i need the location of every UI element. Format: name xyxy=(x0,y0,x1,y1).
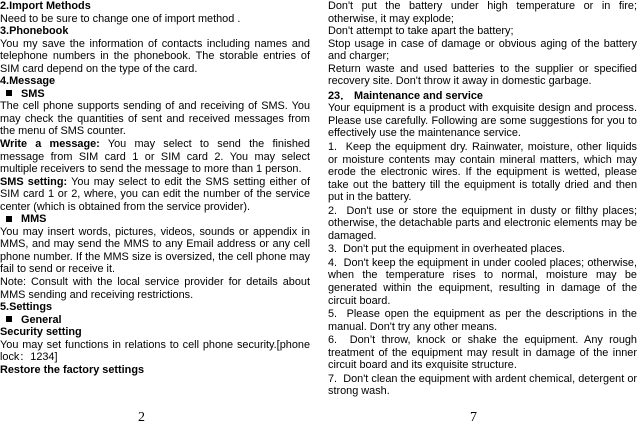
battery-recycling-note: Return waste and used batteries to the supplier or specified recovery site. Don't throw it away in domestic garbage. xyxy=(328,62,637,88)
right-page-number: 7 xyxy=(470,410,477,425)
sms-bullet-label: SMS xyxy=(21,87,45,100)
phonebook-text: You my save the information of contacts including names and telephone numbers in the phonebook. The storable entries of SIM card depend on the type of the card. xyxy=(0,37,310,75)
settings-heading: 5.Settings xyxy=(0,301,53,314)
square-bullet-icon xyxy=(6,90,12,96)
sms-text: The cell phone supports sending of and receiving of SMS. You may check the quantities of sent and received messages from the menu of SMS counter. xyxy=(0,100,310,138)
mms-note: Note: Consult with the local service provider for details about MMS sending and receiving restrictions. xyxy=(0,276,310,301)
maintenance-item-2: 2. Don't use or store the equipment in dusty or filthy places; otherwise, the detachable parts and electronic elements may be damaged. xyxy=(328,204,637,242)
message-heading: 4.Message xyxy=(0,75,56,88)
mms-text: You may insert words, pictures, videos, sounds or appendix in MMS, and may send the MMS to any Email address or any cell phone number. If the MMS size is oversized, the cell phone may fail to send or receive it. xyxy=(0,225,310,276)
import-methods-heading: 2.Import Methods xyxy=(0,0,91,12)
write-message-text: You may select to send the finished message from SIM card 1 or SIM card 2. You may select multiple receivers to send the message to more than 1 person. xyxy=(0,138,310,176)
right-page-column xyxy=(328,0,637,398)
sms-setting-paragraph xyxy=(0,176,310,214)
battery-damage-warning: Stop usage in case of damage or obvious aging of the battery and charger; xyxy=(328,37,637,63)
security-setting-text: You may set functions in relations to cell phone security.[phone lock：1234] xyxy=(0,338,310,364)
square-bullet-icon xyxy=(6,216,12,222)
sms-setting-text: You may select to edit the SMS setting either of SIM card 1 or 2, where, you can edit the number of the service center (which is obtained from the service provider). xyxy=(0,175,310,213)
maintenance-item-6: 6. Don’t throw, knock or shake the equipment. Any rough treatment of the equipment may result in damage of the inner circuit board and its exquisite structure. xyxy=(328,334,637,372)
square-bullet-icon xyxy=(6,316,12,322)
write-message-paragraph xyxy=(0,138,310,176)
mms-bullet xyxy=(0,213,310,226)
maintenance-section-heading: 23． Maintenance and service xyxy=(328,89,483,102)
restore-factory-heading: Restore the factory settings xyxy=(0,363,145,376)
maintenance-intro: Your equipment is a product with exquisite design and process. Please use carefully. Following are some suggestions for you to effectively use the maintenance service. xyxy=(328,102,637,140)
maintenance-item-7: 7. Don't clean the equipment with ardent chemical, detergent or strong wash. xyxy=(328,372,637,398)
maintenance-item-5: 5. Please open the equipment as per the descriptions in the manual. Don't try any other means. xyxy=(328,308,637,333)
import-methods-text: Need to be sure to change one of import method . xyxy=(0,12,241,25)
maintenance-item-4: 4. Don't keep the equipment in under cooled places; otherwise, when the temperature rises to normal, moisture may be generated within the equipment, resulting in damage of the circuit board. xyxy=(328,256,637,307)
sms-bullet xyxy=(0,88,310,101)
security-setting-heading: Security setting xyxy=(0,326,82,339)
write-message-label: Write a message: xyxy=(0,138,100,151)
general-bullet xyxy=(0,314,310,327)
mms-bullet-label: MMS xyxy=(21,213,47,226)
general-bullet-label: General xyxy=(21,313,62,326)
left-page-column xyxy=(0,0,310,376)
sms-setting-label: SMS setting: xyxy=(0,175,68,188)
maintenance-item-1: 1. Keep the equipment dry. Rainwater, moisture, other liquids or moisture contents may contain mineral matters, which may erode the electronic wires. If the equipment is wetted, please take out the battery till the equipment is totally dried and then put in the battery. xyxy=(328,141,637,204)
left-page-number: 2 xyxy=(138,410,145,425)
phonebook-heading: 3.Phonebook xyxy=(0,25,69,38)
battery-fire-warning: Don't put the battery under high temperature or in fire; otherwise, it may explode; xyxy=(328,0,637,25)
maintenance-item-3: 3. Don't put the equipment in overheated places. xyxy=(328,243,565,256)
battery-disassembly-warning: Don't attempt to take apart the battery; xyxy=(328,25,514,38)
